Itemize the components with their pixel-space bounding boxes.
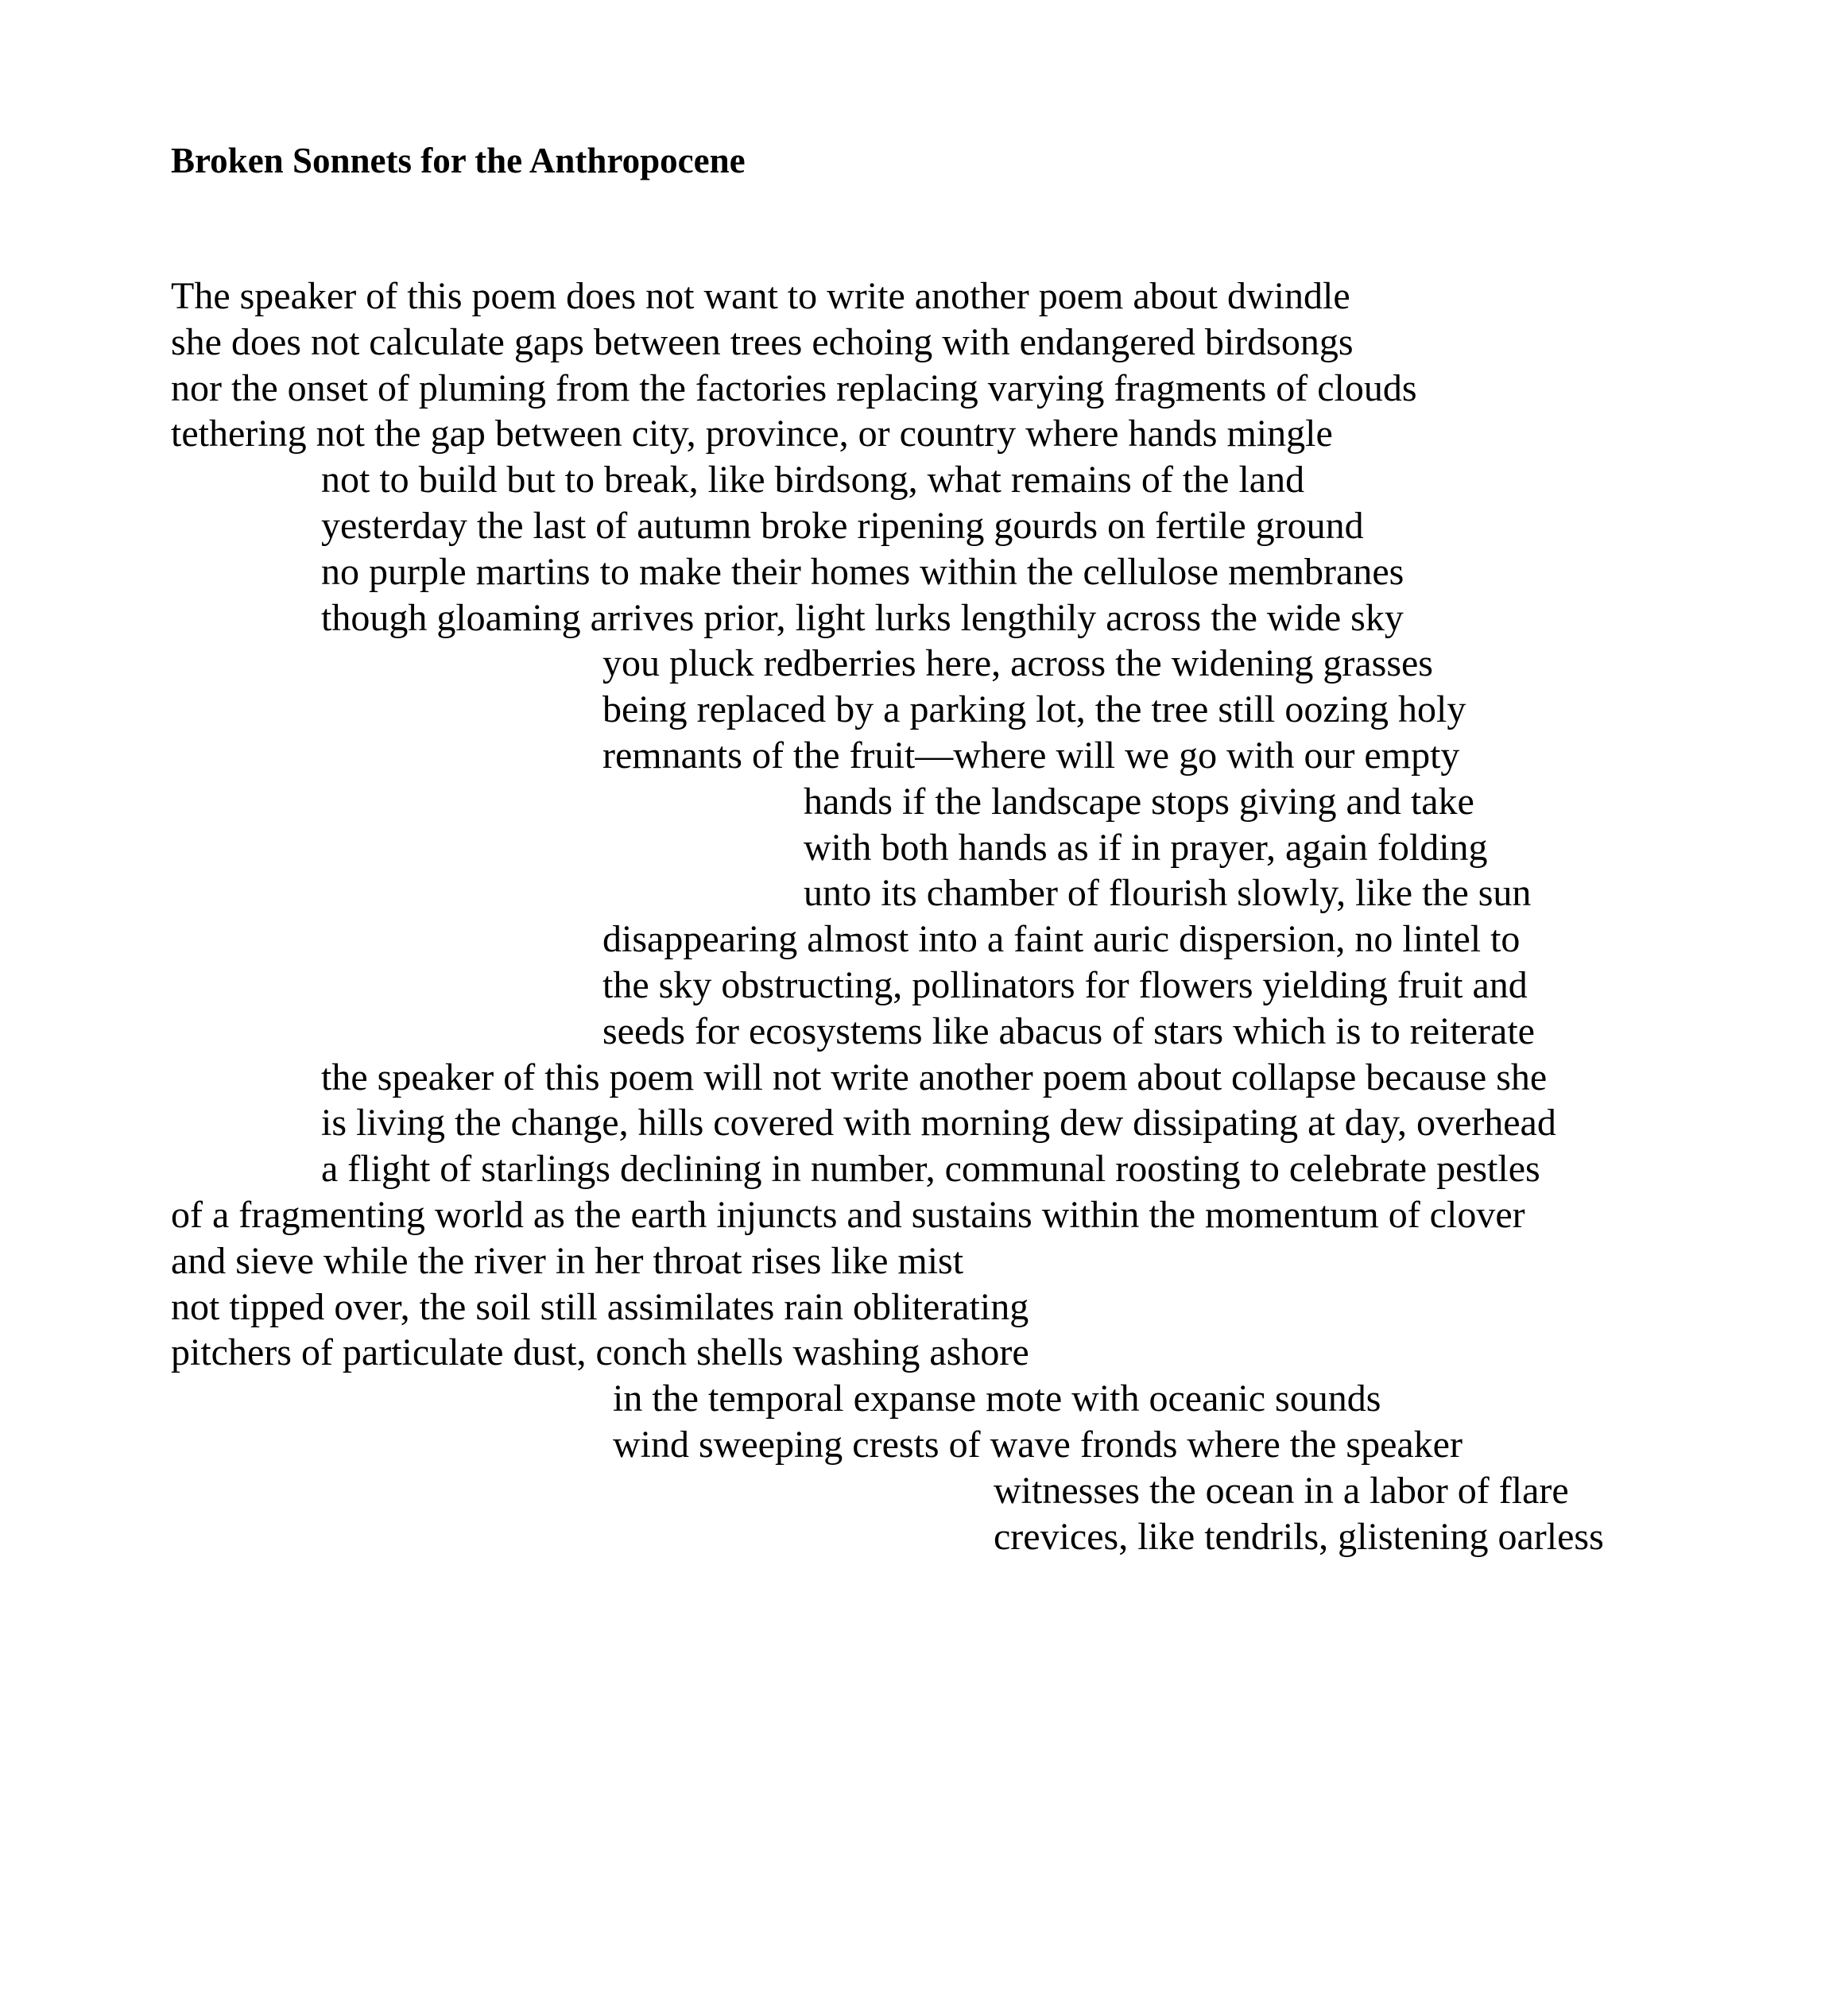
poem-line: seeds for ecosystems like abacus of stars which is to reiterate [602, 1009, 1535, 1052]
poem-line: wind sweeping crests of wave fronds where the speaker [613, 1423, 1463, 1466]
poem-line: you pluck redberries here, across the widening grasses [602, 642, 1433, 685]
poem-line: tethering not the gap between city, province, or country where hands mingle [171, 413, 1333, 455]
poem-line: of a fragmenting world as the earth injuncts and sustains within the momentum of clover [171, 1193, 1525, 1236]
poem-line: and sieve while the river in her throat rises like mist [171, 1239, 964, 1282]
poem-line: with both hands as if in prayer, again folding [804, 826, 1488, 869]
poem-line: the speaker of this poem will not write another poem about collapse because she [321, 1056, 1548, 1098]
poem-line: not tipped over, the soil still assimilates rain obliterating [171, 1285, 1029, 1328]
poem-line: no purple martins to make their homes within the cellulose membranes [321, 550, 1404, 593]
poem-line: a flight of starlings declining in number, communal roosting to celebrate pestles [321, 1148, 1540, 1191]
poem-line: she does not calculate gaps between trees echoing with endangered birdsongs [171, 320, 1354, 363]
poem-line: in the temporal expanse mote with oceanic sounds [613, 1377, 1381, 1420]
poem-line: the sky obstructing, pollinators for flowers yielding fruit and [602, 963, 1528, 1006]
poem-line: yesterday the last of autumn broke ripening gourds on fertile ground [321, 504, 1364, 547]
poem-line: crevices, like tendrils, glistening oarless [994, 1515, 1604, 1558]
poem-line: nor the onset of pluming from the factories replacing varying fragments of clouds [171, 366, 1417, 409]
poem-line: unto its chamber of flourish slowly, like the sun [804, 872, 1532, 915]
poem-line: The speaker of this poem does not want to write another poem about dwindle [171, 275, 1350, 317]
poem-line: remnants of the fruit—where will we go with our empty [602, 734, 1460, 777]
poem-line: being replaced by a parking lot, the tree still oozing holy [602, 688, 1466, 731]
poem-line: hands if the landscape stops giving and take [804, 780, 1474, 823]
poem-title: Broken Sonnets for the Anthropocene [171, 141, 746, 180]
poem-body [0, 273, 1848, 1559]
poem-line: not to build but to break, like birdsong, what remains of the land [321, 459, 1305, 502]
poem-line: disappearing almost into a faint auric dispersion, no lintel to [602, 918, 1521, 961]
poem-line: though gloaming arrives prior, light lurks lengthily across the wide sky [321, 596, 1404, 639]
poem-line: is living the change, hills covered with morning dew dissipating at day, overhead [321, 1102, 1556, 1145]
poem-line: witnesses the ocean in a labor of flare [994, 1469, 1569, 1512]
poem-line: pitchers of particulate dust, conch shells washing ashore [171, 1331, 1029, 1374]
